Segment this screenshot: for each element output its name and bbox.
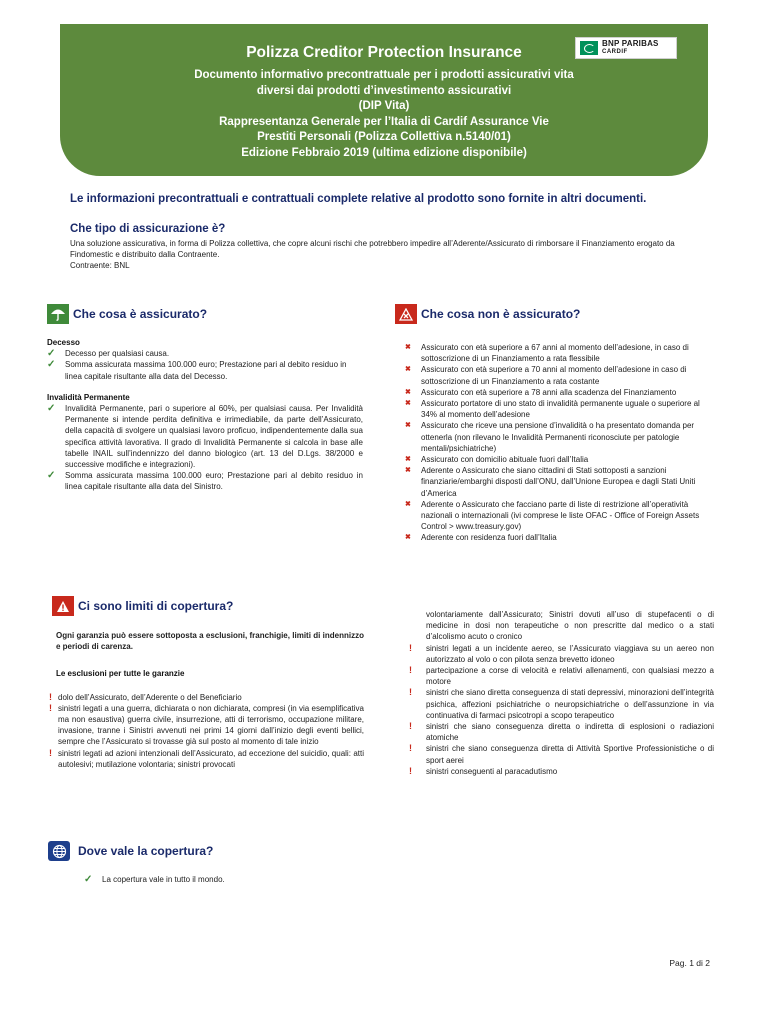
contraente-text: Contraente: BNL bbox=[70, 261, 130, 270]
list-item: ✓ Invalidità Permanente, pari o superiore al 60%, per qualsiasi causa. Per Invalidità Permanente si intende perdita definitiva e irrimediabile, da parte dell’Assicurato, della capacità di svolgere un qualsiasi lavoro proficuo, indipendentemente dalla sua specifica attività lavorativa. Il grado di Invalidità Permanente si calcola in base alle tabelle INAIL sull’indennizzo del danno biologico (art. 13 del D.Lgs. 38/2000 e successive modifiche e integrazioni). bbox=[47, 403, 363, 470]
page-number: Pag. 1 di 2 bbox=[669, 958, 710, 968]
tipo-section bbox=[70, 238, 718, 271]
list-item: ✖ Aderente o Assicurato che siano cittadini di Stati sottoposti a sanzioni finanziarie/embarghi disposti dall’ONU, dall’Unione Europea e dagli Stati Uniti d’America bbox=[405, 466, 696, 498]
check-icon: ✓ bbox=[47, 348, 56, 360]
limiti-intro: Ogni garanzia può essere sottoposta a esclusioni, franchigie, limiti di indennizzo e periodi di carenza. bbox=[56, 631, 364, 652]
cross-icon: ✖ bbox=[405, 500, 411, 508]
dove-list bbox=[84, 874, 384, 885]
exclamation-mark-icon: ! bbox=[49, 747, 52, 758]
exclamation-mark-icon: ! bbox=[409, 642, 412, 653]
non-assicurato-heading bbox=[395, 304, 580, 324]
cross-icon: ✖ bbox=[405, 456, 411, 464]
check-icon: ✓ bbox=[47, 470, 56, 482]
tipo-text: Una soluzione assicurativa, in forma di Polizza collettiva, che copre alcuni rischi che potrebbero impedire all’Aderente/Assicurato di rimborsare il Finanziamento erogato da Findomestic e distribuito dalla Contraente. bbox=[70, 239, 675, 259]
header-line-2: diversi dai prodotti d’investimento assicurativi bbox=[256, 84, 512, 97]
invalidita-title: Invalidità Permanente bbox=[47, 392, 130, 402]
exclamation-mark-icon: ! bbox=[49, 691, 52, 702]
non-assicurato-list bbox=[403, 342, 715, 544]
document-title: Polizza Creditor Protection Insurance bbox=[246, 44, 522, 61]
logo-sub: CARDIF bbox=[602, 49, 628, 55]
list-item: ✓ Somma assicurata massima 100.000 euro; Prestazione pari al debito residuo in linea capitale risultante alla data del Sinistro. bbox=[47, 470, 363, 492]
list-item: volontariamente dall’Assicurato; Sinistri dovuti all’uso di stupefacenti o di medicine in dosi non terapeutiche o non prescritte dal medico o a stati d’alcolismo acuto o cronico bbox=[426, 610, 714, 642]
header-line-3: (DIP Vita) bbox=[358, 100, 410, 112]
list-item: ✓ La copertura vale in tutto il mondo. bbox=[84, 874, 225, 885]
warning-cross-icon bbox=[395, 304, 417, 324]
globe-icon bbox=[48, 841, 70, 861]
list-item: ! sinistri legati a una guerra, dichiarata o non dichiarata, compresi (in via esemplificativa ma non esaustiva) guerra civile, insurrezione, atti di terrorismo, occupazione militare, invasione, tranne i Sinistri avvenuti nei primi 14 giorni dall’inizio degli eventi bellici, sempre che l’Assicurato si trovasse già sul posto al momento di tale inizio bbox=[49, 702, 364, 747]
exclamation-icon bbox=[52, 596, 74, 616]
esclusioni-subtitle: Le esclusioni per tutte le garanzie bbox=[56, 669, 185, 679]
list-item: ✓ Somma assicurata massima 100.000 euro; Prestazione pari al debito residuo in linea capitale risultante alla data del Decesso. bbox=[47, 359, 347, 381]
exclamation-mark-icon: ! bbox=[409, 765, 412, 776]
list-item: ! sinistri che siano diretta conseguenza di stati depressivi, minorazioni dell’integrità psichica, affezioni psichiatriche o neuropsichiatriche o dell’assunzione in via continuativa di farmaci psicotropi a scopo terapeutico bbox=[409, 687, 714, 720]
cross-icon: ✖ bbox=[405, 534, 411, 542]
logo-brand: BNP PARIBAS bbox=[602, 39, 659, 48]
header-line-5: Prestiti Personali (Polizza Collettiva n.5140/01) bbox=[257, 131, 511, 143]
list-item: ✖ Assicurato con domicilio abituale fuori dall’Italia bbox=[405, 455, 589, 465]
exclamation-mark-icon: ! bbox=[409, 687, 412, 698]
assicurato-heading bbox=[47, 304, 207, 324]
list-item: ! sinistri che siano conseguenza diretta di Attività Sportive Professionistiche o di sport aerei bbox=[409, 743, 714, 765]
list-item: ! sinistri che siano conseguenza diretta o indiretta di esplosioni o radiazioni atomiche bbox=[409, 721, 714, 743]
list-item: ✖ Assicurato con età superiore a 70 anni al momento dell’adesione in caso di sottoscrizione di un Finanziamento a rata costante bbox=[405, 365, 687, 386]
list-item: ! dolo dell’Assicurato, dell’Aderente o del Beneficiario bbox=[49, 691, 242, 702]
exclamation-mark-icon: ! bbox=[409, 721, 412, 732]
list-item: ! sinistri conseguenti al paracadutismo bbox=[409, 765, 558, 776]
umbrella-icon bbox=[47, 304, 69, 324]
intro-text: Le informazioni precontrattuali e contrattuali complete relative al prodotto sono fornite in altri documenti. bbox=[70, 193, 647, 205]
list-item: ✖ Aderente o Assicurato che facciano parte di liste di restrizione all’operatività nazionali o internazionali (ivi comprese le liste OFAC - Office of Foreign Assets Control > www.treasury.gov) bbox=[405, 499, 700, 532]
check-icon: ✓ bbox=[47, 359, 56, 371]
limiti-title: Ci sono limiti di copertura? bbox=[78, 599, 234, 613]
cross-icon: ✖ bbox=[405, 388, 411, 396]
list-item: ! partecipazione a corse di velocità e relativi allenamenti, con qualsiasi mezzo a motore bbox=[409, 665, 714, 687]
exclamation-mark-icon: ! bbox=[49, 702, 52, 713]
assicurato-list bbox=[47, 337, 363, 493]
non-assicurato-title: Che cosa non è assicurato? bbox=[421, 307, 581, 321]
cross-icon: ✖ bbox=[405, 467, 411, 475]
decesso-title: Decesso bbox=[47, 338, 80, 347]
list-item: ! sinistri legati a un incidente aereo, se l’Assicurato viaggiava su un aereo non autorizzato al volo o con pilota senza brevetto idoneo bbox=[409, 642, 714, 664]
list-item: ✓ Decesso per qualsiasi causa. bbox=[47, 348, 170, 360]
header-line-1: Documento informativo precontrattuale per i prodotti assicurativi vita bbox=[194, 69, 574, 81]
check-icon: ✓ bbox=[47, 403, 56, 415]
cross-icon: ✖ bbox=[405, 344, 411, 351]
list-item: ✖ Assicurato portatore di uno stato di invalidità permanente uguale o superiore al 34% al momento dell’adesione bbox=[405, 399, 700, 420]
dove-heading bbox=[48, 841, 213, 861]
cross-icon: ✖ bbox=[405, 422, 411, 430]
limiti-left bbox=[48, 630, 364, 770]
list-item: ! sinistri legati ad azioni intenzionali dell’Assicurato, ad eccezione del suicidio, quali: atti autolesivi; mutilazione volontaria; sinistri provocati bbox=[49, 747, 364, 769]
dove-title: Dove vale la copertura? bbox=[78, 844, 214, 858]
limiti-right bbox=[408, 609, 714, 777]
logo-mark-icon bbox=[580, 41, 598, 55]
exclamation-mark-icon: ! bbox=[409, 665, 412, 676]
list-item: ✖ Assicurato che riceve una pensione d’invalidità o ha presentato domanda per ottenerla (non rilevano le Invalidità Permanenti riconosciute per patologie mentali/psichiatriche) bbox=[405, 421, 695, 453]
header-line-6: Edizione Febbraio 2019 (ultima edizione disponibile) bbox=[241, 146, 527, 159]
header-line-4: Rappresentanza Generale per l’Italia di Cardif Assurance Vie bbox=[219, 115, 549, 128]
bnp-paribas-cardif-logo bbox=[575, 37, 677, 59]
assicurato-title: Che cosa è assicurato? bbox=[73, 307, 208, 321]
tipo-title: Che tipo di assicurazione è? bbox=[70, 223, 226, 235]
exclamation-mark-icon: ! bbox=[409, 743, 412, 754]
list-item: ✖ Assicurato con età superiore a 78 anni alla scadenza del Finanziamento bbox=[405, 387, 677, 397]
list-item: ✖ Assicurato con età superiore a 67 anni al momento dell’adesione, in caso di sottoscrizione di un Finanziamento a rata flessibile bbox=[405, 343, 689, 364]
cross-icon: ✖ bbox=[405, 366, 411, 374]
check-icon: ✓ bbox=[84, 874, 93, 885]
list-item: ✖ Aderente con residenza fuori dall’Italia bbox=[405, 533, 557, 543]
limiti-heading bbox=[52, 596, 233, 616]
cross-icon: ✖ bbox=[405, 400, 411, 408]
